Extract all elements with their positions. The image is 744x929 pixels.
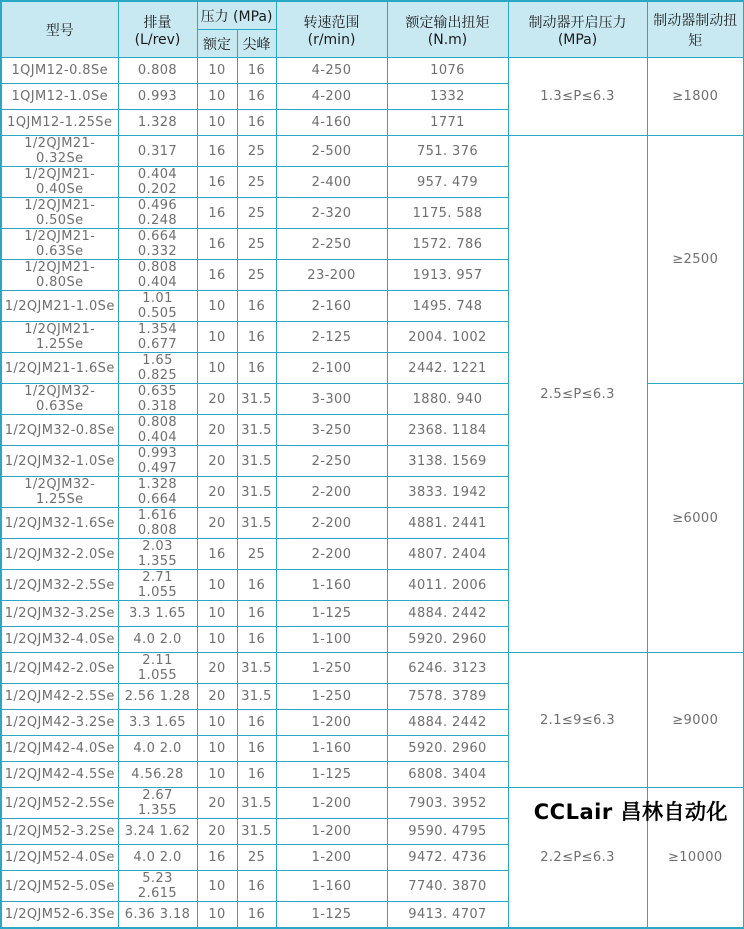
cell-rated-torque: 3833. 1942 <box>387 477 508 508</box>
cell-rated-torque: 7578. 3789 <box>387 684 508 710</box>
cell-speed-range: 1-100 <box>276 627 387 653</box>
cell-rated-torque: 2368. 1184 <box>387 415 508 446</box>
cell-displacement: 2.67 1.355 <box>118 788 197 819</box>
cell-speed-range: 1-250 <box>276 653 387 684</box>
cell-displacement: 1.616 0.808 <box>118 508 197 539</box>
cell-rated-pressure: 20 <box>197 508 237 539</box>
cell-rated-pressure: 16 <box>197 845 237 871</box>
cell-peak-pressure: 25 <box>237 198 276 229</box>
cell-rated-torque: 2004. 1002 <box>387 322 508 353</box>
cell-displacement: 0.404 0.202 <box>118 167 197 198</box>
cell-rated-torque: 4884. 2442 <box>387 601 508 627</box>
header-speed-range: 转速范围 (r/min) <box>276 1 387 58</box>
cell-rated-torque: 9590. 4795 <box>387 819 508 845</box>
cell-rated-torque: 957. 479 <box>387 167 508 198</box>
cell-rated-pressure: 20 <box>197 477 237 508</box>
cell-rated-pressure: 10 <box>197 871 237 902</box>
cell-rated-pressure: 10 <box>197 762 237 788</box>
cell-peak-pressure: 31.5 <box>237 684 276 710</box>
cell-displacement: 6.36 3.18 <box>118 902 197 929</box>
cell-rated-torque: 1771 <box>387 110 508 136</box>
cell-speed-range: 2-320 <box>276 198 387 229</box>
cell-displacement: 1.65 0.825 <box>118 353 197 384</box>
cell-model: 1/2QJM32-0.63Se <box>1 384 118 415</box>
table-row <box>1 653 744 684</box>
cell-speed-range: 2-200 <box>276 477 387 508</box>
cell-speed-range: 1-200 <box>276 710 387 736</box>
cell-rated-pressure: 10 <box>197 710 237 736</box>
cell-brake-torque: ≥10000 <box>647 788 744 929</box>
cell-rated-torque: 7740. 3870 <box>387 871 508 902</box>
cell-model: 1/2QJM52-6.3Se <box>1 902 118 929</box>
cell-rated-torque: 9472. 4736 <box>387 845 508 871</box>
cell-displacement: 3.3 1.65 <box>118 601 197 627</box>
cell-peak-pressure: 31.5 <box>237 653 276 684</box>
cell-speed-range: 2-200 <box>276 539 387 570</box>
cell-peak-pressure: 25 <box>237 845 276 871</box>
cell-speed-range: 1-160 <box>276 871 387 902</box>
cell-peak-pressure: 16 <box>237 322 276 353</box>
header-brake-open-pressure: 制动器开启压力(MPa) <box>508 1 647 58</box>
header-rated-torque: 额定输出扭矩(N.m) <box>387 1 508 58</box>
cell-peak-pressure: 16 <box>237 291 276 322</box>
cell-displacement: 0.635 0.318 <box>118 384 197 415</box>
cell-peak-pressure: 31.5 <box>237 477 276 508</box>
cell-speed-range: 3-300 <box>276 384 387 415</box>
cell-rated-torque: 1495. 748 <box>387 291 508 322</box>
header-row-1 <box>1 1 744 30</box>
spec-table-header <box>1 1 744 58</box>
cell-brake-torque: ≥2500 <box>647 136 744 384</box>
cell-displacement: 2.11 1.055 <box>118 653 197 684</box>
header-model: 型号 <box>1 1 118 58</box>
cell-model: 1QJM12-1.0Se <box>1 84 118 110</box>
cell-model: 1/2QJM32-1.0Se <box>1 446 118 477</box>
cell-peak-pressure: 25 <box>237 229 276 260</box>
cell-model: 1/2QJM42-4.0Se <box>1 736 118 762</box>
cell-model: 1/2QJM21-1.6Se <box>1 353 118 384</box>
cell-peak-pressure: 16 <box>237 570 276 601</box>
cell-peak-pressure: 16 <box>237 601 276 627</box>
cell-speed-range: 23-200 <box>276 260 387 291</box>
cell-rated-pressure: 16 <box>197 167 237 198</box>
cell-model: 1/2QJM52-4.0Se <box>1 845 118 871</box>
cell-rated-pressure: 10 <box>197 736 237 762</box>
cell-rated-pressure: 10 <box>197 601 237 627</box>
cell-displacement: 2.56 1.28 <box>118 684 197 710</box>
cell-model: 1/2QJM32-4.0Se <box>1 627 118 653</box>
cell-displacement: 0.808 0.404 <box>118 260 197 291</box>
cell-speed-range: 2-250 <box>276 229 387 260</box>
cell-model: 1/2QJM42-2.5Se <box>1 684 118 710</box>
cell-rated-torque: 9413. 4707 <box>387 902 508 929</box>
cell-rated-pressure: 10 <box>197 291 237 322</box>
cell-rated-torque: 4011. 2006 <box>387 570 508 601</box>
cell-rated-pressure: 16 <box>197 539 237 570</box>
cell-rated-torque: 6808. 3404 <box>387 762 508 788</box>
cell-displacement: 1.354 0.677 <box>118 322 197 353</box>
cell-rated-torque: 5920. 2960 <box>387 627 508 653</box>
cell-brake-open-pressure: 2.2≤P≤6.3 <box>508 788 647 929</box>
cell-speed-range: 2-500 <box>276 136 387 167</box>
cell-peak-pressure: 31.5 <box>237 788 276 819</box>
cell-rated-pressure: 10 <box>197 322 237 353</box>
cell-rated-pressure: 10 <box>197 84 237 110</box>
cell-model: 1/2QJM32-0.8Se <box>1 415 118 446</box>
cell-speed-range: 4-250 <box>276 58 387 84</box>
cell-peak-pressure: 25 <box>237 260 276 291</box>
cell-displacement: 3.3 1.65 <box>118 710 197 736</box>
cell-displacement: 0.496 0.248 <box>118 198 197 229</box>
cell-speed-range: 2-100 <box>276 353 387 384</box>
cell-brake-torque: ≥6000 <box>647 384 744 653</box>
cell-speed-range: 1-200 <box>276 819 387 845</box>
cell-peak-pressure: 31.5 <box>237 415 276 446</box>
cell-brake-torque: ≥9000 <box>647 653 744 788</box>
cell-speed-range: 1-125 <box>276 762 387 788</box>
cell-displacement: 0.993 0.497 <box>118 446 197 477</box>
cell-peak-pressure: 31.5 <box>237 446 276 477</box>
cell-model: 1/2QJM32-1.6Se <box>1 508 118 539</box>
cell-model: 1QJM12-1.25Se <box>1 110 118 136</box>
header-pressure-peak: 尖峰 <box>237 30 276 58</box>
cell-model: 1/2QJM32-1.25Se <box>1 477 118 508</box>
cell-peak-pressure: 16 <box>237 710 276 736</box>
cell-rated-pressure: 10 <box>197 353 237 384</box>
cell-peak-pressure: 16 <box>237 84 276 110</box>
cell-rated-torque: 1572. 786 <box>387 229 508 260</box>
cell-model: 1/2QJM42-3.2Se <box>1 710 118 736</box>
cell-peak-pressure: 31.5 <box>237 819 276 845</box>
cell-rated-torque: 4881. 2441 <box>387 508 508 539</box>
cell-rated-pressure: 16 <box>197 260 237 291</box>
cell-speed-range: 3-250 <box>276 415 387 446</box>
cell-speed-range: 2-125 <box>276 322 387 353</box>
cell-peak-pressure: 31.5 <box>237 508 276 539</box>
cell-peak-pressure: 16 <box>237 762 276 788</box>
cell-speed-range: 1-160 <box>276 736 387 762</box>
cell-rated-pressure: 10 <box>197 902 237 929</box>
cell-model: 1/2QJM52-3.2Se <box>1 819 118 845</box>
cell-displacement: 0.317 <box>118 136 197 167</box>
cell-peak-pressure: 16 <box>237 110 276 136</box>
cell-displacement: 1.01 0.505 <box>118 291 197 322</box>
cell-displacement: 2.03 1.355 <box>118 539 197 570</box>
cell-speed-range: 2-200 <box>276 508 387 539</box>
cell-model: 1/2QJM32-2.0Se <box>1 539 118 570</box>
cell-displacement: 4.0 2.0 <box>118 736 197 762</box>
watermark: CCLair 昌林自动化 <box>533 800 728 824</box>
cell-model: 1/2QJM21-0.32Se <box>1 136 118 167</box>
header-pressure-rated: 额定 <box>197 30 237 58</box>
cell-rated-pressure: 10 <box>197 58 237 84</box>
header-brake-torque: 制动器制动扭矩 <box>647 1 744 58</box>
cell-rated-pressure: 10 <box>197 627 237 653</box>
cell-rated-pressure: 20 <box>197 446 237 477</box>
cell-displacement: 5.23 2.615 <box>118 871 197 902</box>
cell-rated-torque: 1913. 957 <box>387 260 508 291</box>
cell-rated-torque: 1880. 940 <box>387 384 508 415</box>
cell-speed-range: 1-200 <box>276 788 387 819</box>
cell-model: 1/2QJM21-0.80Se <box>1 260 118 291</box>
table-row <box>1 58 744 84</box>
cell-speed-range: 4-160 <box>276 110 387 136</box>
cell-model: 1/2QJM52-2.5Se <box>1 788 118 819</box>
cell-speed-range: 1-125 <box>276 601 387 627</box>
cell-speed-range: 2-160 <box>276 291 387 322</box>
cell-model: 1/2QJM21-1.0Se <box>1 291 118 322</box>
cell-speed-range: 1-160 <box>276 570 387 601</box>
cell-rated-pressure: 20 <box>197 653 237 684</box>
cell-speed-range: 1-125 <box>276 902 387 929</box>
cell-model: 1/2QJM21-0.63Se <box>1 229 118 260</box>
cell-speed-range: 4-200 <box>276 84 387 110</box>
cell-displacement: 1.328 0.664 <box>118 477 197 508</box>
cell-brake-open-pressure: 1.3≤P≤6.3 <box>508 58 647 136</box>
table-row <box>1 136 744 167</box>
table-row <box>1 788 744 819</box>
cell-displacement: 0.664 0.332 <box>118 229 197 260</box>
cell-rated-pressure: 10 <box>197 110 237 136</box>
cell-model: 1/2QJM52-5.0Se <box>1 871 118 902</box>
cell-rated-torque: 5920. 2960 <box>387 736 508 762</box>
cell-peak-pressure: 16 <box>237 353 276 384</box>
cell-rated-torque: 7903. 3952 <box>387 788 508 819</box>
cell-peak-pressure: 25 <box>237 167 276 198</box>
cell-rated-pressure: 16 <box>197 136 237 167</box>
cell-rated-pressure: 16 <box>197 198 237 229</box>
cell-displacement: 1.328 <box>118 110 197 136</box>
cell-speed-range: 1-250 <box>276 684 387 710</box>
cell-displacement: 4.0 2.0 <box>118 627 197 653</box>
cell-rated-pressure: 10 <box>197 570 237 601</box>
cell-rated-torque: 4884. 2442 <box>387 710 508 736</box>
cell-model: 1/2QJM42-2.0Se <box>1 653 118 684</box>
cell-rated-torque: 1332 <box>387 84 508 110</box>
cell-rated-pressure: 20 <box>197 384 237 415</box>
cell-displacement: 0.993 <box>118 84 197 110</box>
cell-displacement: 4.0 2.0 <box>118 845 197 871</box>
cell-speed-range: 2-250 <box>276 446 387 477</box>
cell-peak-pressure: 16 <box>237 58 276 84</box>
cell-displacement: 2.71 1.055 <box>118 570 197 601</box>
header-pressure-group: 压力 (MPa) <box>197 1 276 30</box>
cell-brake-open-pressure: 2.5≤P≤6.3 <box>508 136 647 653</box>
header-displacement: 排量 (L/rev) <box>118 1 197 58</box>
cell-displacement: 4.56.28 <box>118 762 197 788</box>
cell-rated-pressure: 20 <box>197 788 237 819</box>
cell-displacement: 0.808 <box>118 58 197 84</box>
cell-model: 1/2QJM32-2.5Se <box>1 570 118 601</box>
cell-rated-pressure: 20 <box>197 415 237 446</box>
cell-rated-pressure: 20 <box>197 684 237 710</box>
cell-peak-pressure: 16 <box>237 902 276 929</box>
spec-table-body <box>1 58 744 929</box>
cell-peak-pressure: 16 <box>237 627 276 653</box>
cell-rated-pressure: 20 <box>197 819 237 845</box>
cell-brake-open-pressure: 2.1≤9≤6.3 <box>508 653 647 788</box>
cell-speed-range: 2-400 <box>276 167 387 198</box>
cell-rated-torque: 1076 <box>387 58 508 84</box>
cell-brake-torque: ≥1800 <box>647 58 744 136</box>
cell-model: 1/2QJM21-0.50Se <box>1 198 118 229</box>
cell-rated-torque: 3138. 1569 <box>387 446 508 477</box>
cell-rated-torque: 1175. 588 <box>387 198 508 229</box>
cell-rated-pressure: 16 <box>197 229 237 260</box>
cell-rated-torque: 2442. 1221 <box>387 353 508 384</box>
cell-model: 1/2QJM32-3.2Se <box>1 601 118 627</box>
cell-peak-pressure: 16 <box>237 871 276 902</box>
cell-peak-pressure: 25 <box>237 136 276 167</box>
cell-model: 1/2QJM42-4.5Se <box>1 762 118 788</box>
cell-speed-range: 1-200 <box>276 845 387 871</box>
cell-rated-torque: 751. 376 <box>387 136 508 167</box>
cell-model: 1/2QJM21-0.40Se <box>1 167 118 198</box>
cell-rated-torque: 4807. 2404 <box>387 539 508 570</box>
cell-displacement: 3.24 1.62 <box>118 819 197 845</box>
cell-peak-pressure: 25 <box>237 539 276 570</box>
cell-peak-pressure: 31.5 <box>237 384 276 415</box>
cell-displacement: 0.808 0.404 <box>118 415 197 446</box>
cell-model: 1QJM12-0.8Se <box>1 58 118 84</box>
cell-model: 1/2QJM21-1.25Se <box>1 322 118 353</box>
cell-peak-pressure: 16 <box>237 736 276 762</box>
cell-rated-torque: 6246. 3123 <box>387 653 508 684</box>
